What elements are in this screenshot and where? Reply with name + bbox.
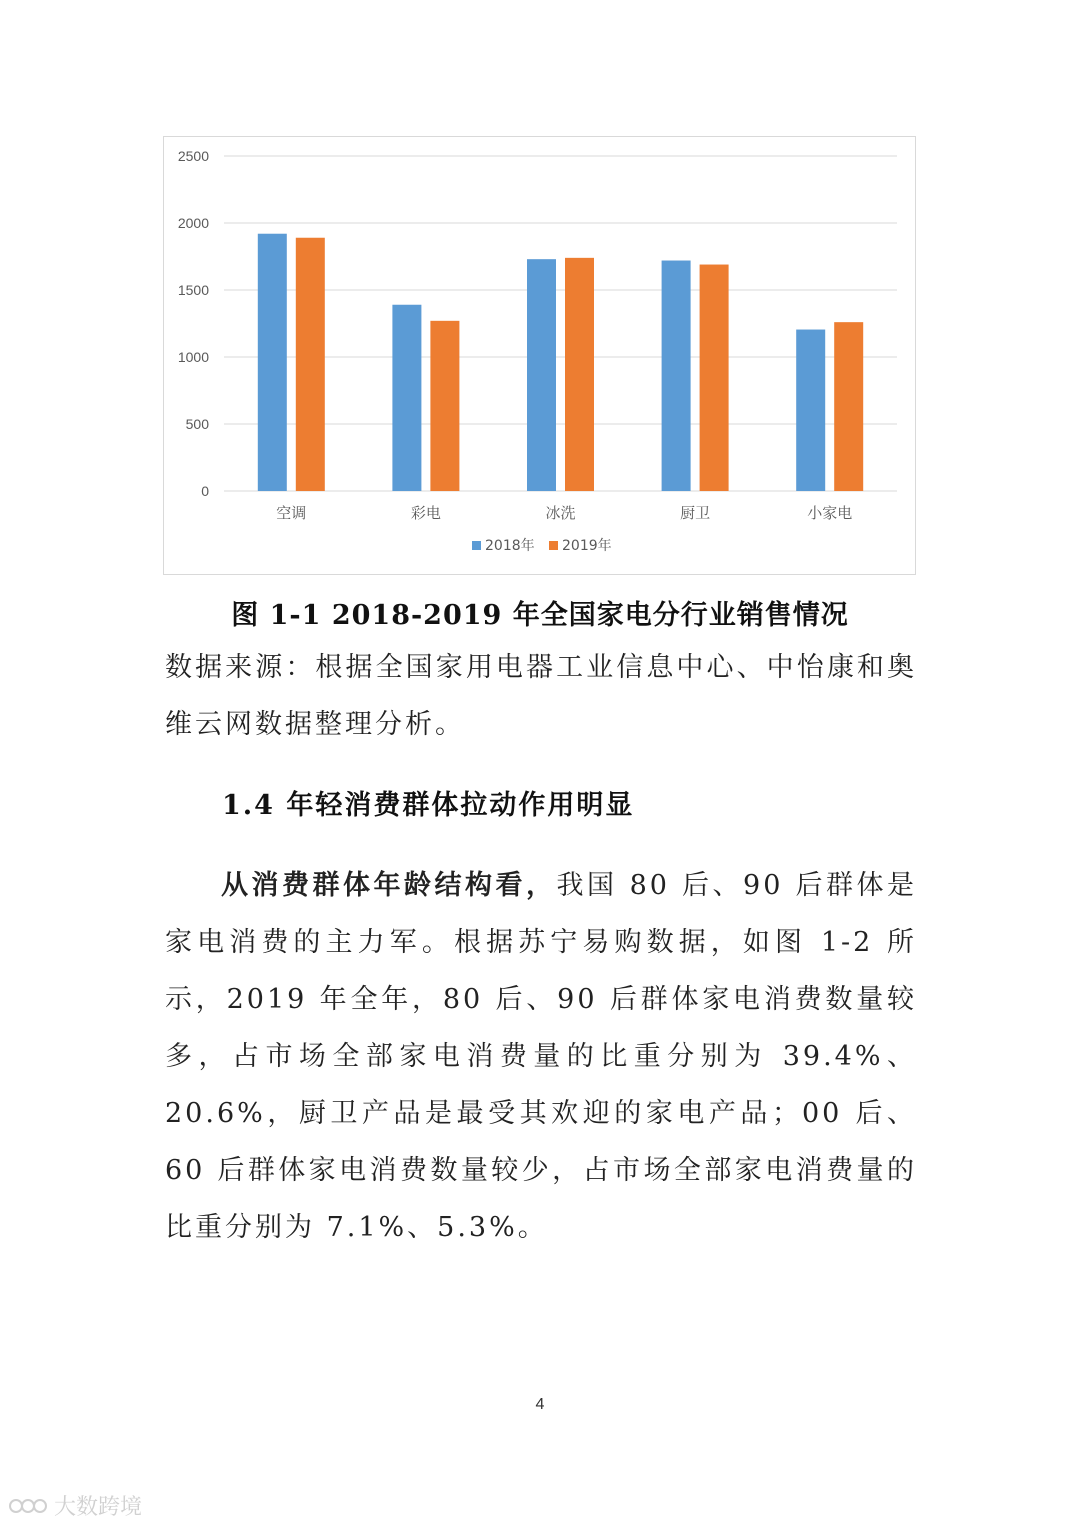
legend-label: 2019年 bbox=[562, 538, 612, 554]
watermark-text: 大数跨境 bbox=[54, 1495, 143, 1520]
bar-series-1 bbox=[527, 259, 556, 491]
chart-svg bbox=[164, 137, 917, 576]
bar-series-1 bbox=[392, 305, 421, 491]
x-category-label: 冰洗 bbox=[545, 504, 576, 522]
page-number: 4 bbox=[535, 1396, 545, 1413]
x-category-label: 空调 bbox=[276, 504, 307, 522]
bar-series-2 bbox=[700, 265, 729, 491]
bar-series-2 bbox=[296, 238, 325, 491]
legend-swatch bbox=[472, 541, 481, 550]
watermark-logo-icon bbox=[8, 1493, 48, 1519]
bar-series-1 bbox=[796, 330, 825, 491]
legend-swatch bbox=[549, 541, 558, 550]
bar-series-1 bbox=[258, 234, 287, 491]
sales-bar-chart bbox=[163, 136, 916, 575]
bar-series-1 bbox=[662, 261, 691, 491]
x-category-label: 厨卫 bbox=[680, 504, 711, 522]
y-tick-label: 1000 bbox=[177, 349, 209, 365]
x-category-label: 彩电 bbox=[410, 504, 441, 522]
y-tick-label: 500 bbox=[185, 416, 209, 432]
section-heading: 1.4 年轻消费群体拉动作用明显 bbox=[222, 790, 635, 821]
body-paragraph bbox=[165, 857, 917, 1256]
legend-label: 2018年 bbox=[485, 538, 535, 554]
data-source-note: 数据来源：根据全国家用电器工业信息中心、中怡康和奥维云网数据整理分析。 bbox=[165, 652, 917, 740]
bar-series-2 bbox=[430, 321, 459, 491]
paragraph-text: 我国 80 后、90 后群体是家电消费的主力军。根据苏宁易购数据，如图 1-2 所示，2019 年全年，80 后、90 后群体家电消费数量较多，占市场全部家电消费量的比重分别为 39.4%、20.6%，厨卫产品是最受其欢迎的家电产品；00 后、60 后群体家电消费数量较少，占市场全部家电消费量的比重分别为 7.1%、5.3%。 bbox=[165, 870, 918, 1243]
x-category-label: 小家电 bbox=[807, 504, 853, 522]
figure-caption: 图 1-1 2018-2019 年全国家电分行业销售情况 bbox=[231, 600, 849, 631]
y-tick-label: 1500 bbox=[177, 282, 209, 298]
y-tick-label: 2000 bbox=[177, 215, 209, 231]
y-tick-label: 2500 bbox=[177, 148, 209, 164]
bar-series-2 bbox=[565, 258, 594, 491]
watermark bbox=[8, 1490, 142, 1521]
bar-series-2 bbox=[834, 322, 863, 491]
y-tick-label: 0 bbox=[201, 483, 209, 499]
paragraph-lead: 从消费群体年龄结构看， bbox=[221, 870, 557, 901]
